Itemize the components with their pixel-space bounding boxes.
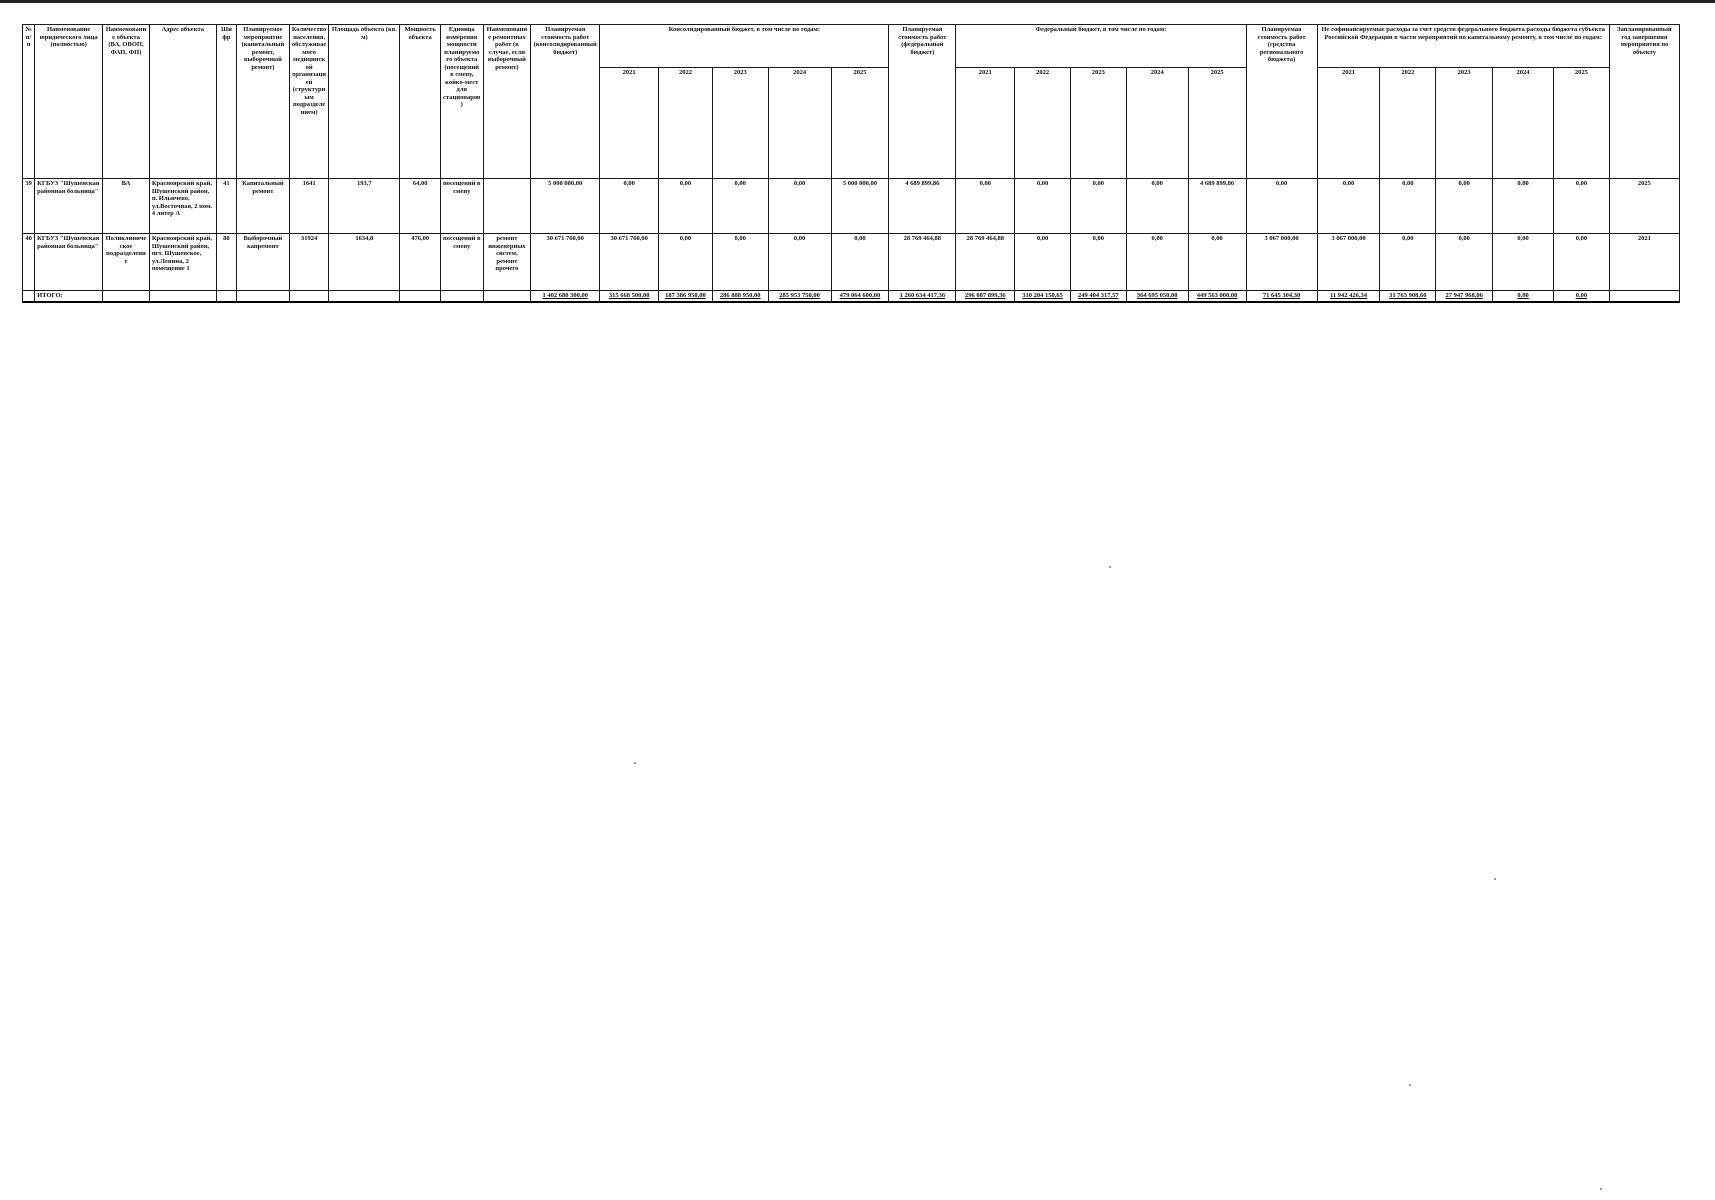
row-nc-value: 0,00 [1493, 234, 1554, 291]
total-fed-value: 296 087 899,36 [956, 291, 1015, 302]
header-capacity: Мощность объекта [400, 25, 441, 179]
row-num: 39 [23, 179, 35, 234]
total-fed-value: 310 204 150,65 [1015, 291, 1071, 302]
row-fed-value: 28 769 464,88 [956, 234, 1015, 291]
nc-year-header: 2023 [1436, 68, 1493, 179]
scan-speck [1409, 1084, 1411, 1086]
total-fed-value: 249 404 317,57 [1070, 291, 1126, 302]
row-num: 40 [23, 234, 35, 291]
row-fed-value: 0,00 [1188, 234, 1246, 291]
total-cons-value: 479 064 600,00 [831, 291, 889, 302]
capital-repair-table [22, 24, 1680, 303]
header-unit: Единица измерения мощности планируемого объекта (посещений в смену, койко-мест для стационаров) [440, 25, 483, 179]
total-cost-total: 1 402 680 300,00 [531, 291, 600, 302]
cons-year-header: 2024 [768, 68, 831, 179]
total-nc-value: 27 947 968,06 [1436, 291, 1493, 302]
row-cons-value: 30 671 760,00 [600, 234, 659, 291]
row-nc-value: 0,00 [1317, 179, 1380, 234]
row-nc-value: 0,00 [1436, 179, 1493, 234]
row-fed-value: 4 689 899,86 [1188, 179, 1246, 234]
nc-year-header: 2021 [1317, 68, 1380, 179]
fed-year-header: 2022 [1015, 68, 1071, 179]
table-row [23, 179, 1680, 234]
total-cons-value: 315 668 500,00 [600, 291, 659, 302]
nc-year-header: 2022 [1380, 68, 1436, 179]
header-object-name: Наименование объекта (ВА, ОВОП, ФАП, ФП) [103, 25, 150, 179]
scan-speck [1494, 878, 1496, 880]
row-cost-reg: 3 067 000,00 [1246, 234, 1317, 291]
row-cons-value: 0,00 [659, 234, 713, 291]
total-row [23, 291, 1680, 302]
nc-year-header: 2024 [1493, 68, 1554, 179]
document-sheet [22, 24, 1680, 303]
row-cons-value: 0,00 [768, 179, 831, 234]
row-nc-value: 0,00 [1553, 234, 1609, 291]
page-top-rule [0, 0, 1715, 3]
row-cost-total: 30 671 760,00 [531, 234, 600, 291]
header-non-cofin: Не софинансируемые расходы за счет средств федерального бюджета расходы бюджета субъекта Российской Федерации в части мероприятий по капитальному ремонту, в том числе по годам: [1317, 25, 1609, 68]
row-cons-value: 5 000 000,00 [831, 179, 889, 234]
row-planned-event: Капитальный ремонт [237, 179, 290, 234]
row-cost-total: 5 000 000,00 [531, 179, 600, 234]
total-nc-value: 0,00 [1493, 291, 1554, 302]
row-address: Красноярский край, Шушенский район, п. Ильичево, ул.Восточная, 2 пом. 4 литер А [149, 179, 216, 234]
row-area: 1634,8 [329, 234, 400, 291]
row-capacity: 476,00 [400, 234, 441, 291]
row-cons-value: 0,00 [712, 234, 768, 291]
row-fed-value: 0,00 [956, 179, 1015, 234]
header-area: Площадь объекта (кв. м) [329, 25, 400, 179]
row-nc-value: 0,00 [1436, 234, 1493, 291]
fed-year-header: 2025 [1188, 68, 1246, 179]
row-repair-name [483, 179, 531, 234]
row-nc-value: 0,00 [1493, 179, 1554, 234]
total-cons-value: 286 888 950,00 [712, 291, 768, 302]
total-cons-value: 285 953 750,00 [768, 291, 831, 302]
header-fed-budget: Федеральный бюджет, в том числе по годам: [956, 25, 1246, 68]
row-completion-year: 2021 [1609, 234, 1679, 291]
header-code: Шифр [216, 25, 236, 179]
header-num: № п/п [23, 25, 35, 179]
cons-year-header: 2023 [712, 68, 768, 179]
row-patients: 1641 [289, 179, 329, 234]
row-cost-fed: 28 769 464,88 [889, 234, 956, 291]
row-capacity: 64,00 [400, 179, 441, 234]
row-fed-value: 0,00 [1070, 234, 1126, 291]
row-nc-value: 0,00 [1380, 179, 1436, 234]
fed-year-header: 2023 [1070, 68, 1126, 179]
fed-year-header: 2024 [1126, 68, 1188, 179]
row-legal-entity: КГБУЗ "Шушенская районная больница" [35, 234, 103, 291]
header-address: Адрес объекта [149, 25, 216, 179]
row-fed-value: 0,00 [1015, 179, 1071, 234]
row-nc-value: 0,00 [1380, 234, 1436, 291]
header-cons-budget: Консолидированный бюджет, в том числе по годам: [600, 25, 889, 68]
total-label: ИТОГО: [35, 291, 103, 302]
row-area: 193,7 [329, 179, 400, 234]
header-planned-event: Планируемое мероприятие (капитальный ремонт, выборочный ремонт) [237, 25, 290, 179]
header-cost-fed: Планируемая стоимость работ (федеральный бюджет) [889, 25, 956, 179]
total-nc-value: 31 763 908,60 [1380, 291, 1436, 302]
row-fed-value: 0,00 [1126, 234, 1188, 291]
table-row [23, 234, 1680, 291]
row-nc-value: 3 067 000,00 [1317, 234, 1380, 291]
row-fed-value: 0,00 [1015, 234, 1071, 291]
cons-year-header: 2021 [600, 68, 659, 179]
row-cons-value: 0,00 [659, 179, 713, 234]
header-legal-entity: Наименование юридического лица (полностью) [35, 25, 103, 179]
header-cost-total: Планируемая стоимость работ (консолидированный бюджет) [531, 25, 600, 179]
row-completion-year: 2025 [1609, 179, 1679, 234]
row-cons-value: 0,00 [768, 234, 831, 291]
row-unit: посещений в смену [440, 234, 483, 291]
row-cons-value: 0,00 [600, 179, 659, 234]
row-code: 88 [216, 234, 236, 291]
header-row-1 [23, 25, 1680, 68]
header-repair-name: Наименование ремонтных работ (в случае, если выборочный ремонт) [483, 25, 531, 179]
total-nc-value: 11 942 426,34 [1317, 291, 1380, 302]
cons-year-header: 2022 [659, 68, 713, 179]
row-cons-value: 0,00 [831, 234, 889, 291]
row-fed-value: 0,00 [1126, 179, 1188, 234]
cons-year-header: 2025 [831, 68, 889, 179]
row-planned-event: Выборочный капремонт [237, 234, 290, 291]
fed-year-header: 2021 [956, 68, 1015, 179]
row-cost-reg: 0,00 [1246, 179, 1317, 234]
total-cost-fed: 1 260 634 417,36 [889, 291, 956, 302]
scan-speck [1109, 566, 1111, 568]
row-nc-value: 0,00 [1553, 179, 1609, 234]
row-address: Красноярский край, Шушенский район, пгт. Шушенское, ул.Ленина, 2 помещение 1 [149, 234, 216, 291]
header-completion-year: Запланированный год завершения мероприятия по объекту [1609, 25, 1679, 179]
header-cost-reg: Планируемая стоимость работ (средства регионального бюджета) [1246, 25, 1317, 179]
row-fed-value: 0,00 [1070, 179, 1126, 234]
total-cons-value: 187 386 950,00 [659, 291, 713, 302]
row-cons-value: 0,00 [712, 179, 768, 234]
row-code: 41 [216, 179, 236, 234]
row-object-name: ВА [103, 179, 150, 234]
total-cost-reg: 71 645 304,30 [1246, 291, 1317, 302]
total-fed-value: 449 563 000,00 [1188, 291, 1246, 302]
row-repair-name: ремонт инженерных систем, ремонт прочего [483, 234, 531, 291]
total-fed-value: 364 695 050,00 [1126, 291, 1188, 302]
row-patients: 31924 [289, 234, 329, 291]
row-legal-entity: КГБУЗ "Шушенская районная больница" [35, 179, 103, 234]
nc-year-header: 2025 [1553, 68, 1609, 179]
total-nc-value: 0,00 [1553, 291, 1609, 302]
row-object-name: Поликлиническое подразделение [103, 234, 150, 291]
header-patients: Количество населения, обслуживаемого медицинской организацией (структурным подразделением) [289, 25, 329, 179]
scan-speck [1600, 1188, 1602, 1190]
row-unit: посещений в смену [440, 179, 483, 234]
row-cost-fed: 4 689 899,86 [889, 179, 956, 234]
scan-speck [634, 762, 636, 764]
